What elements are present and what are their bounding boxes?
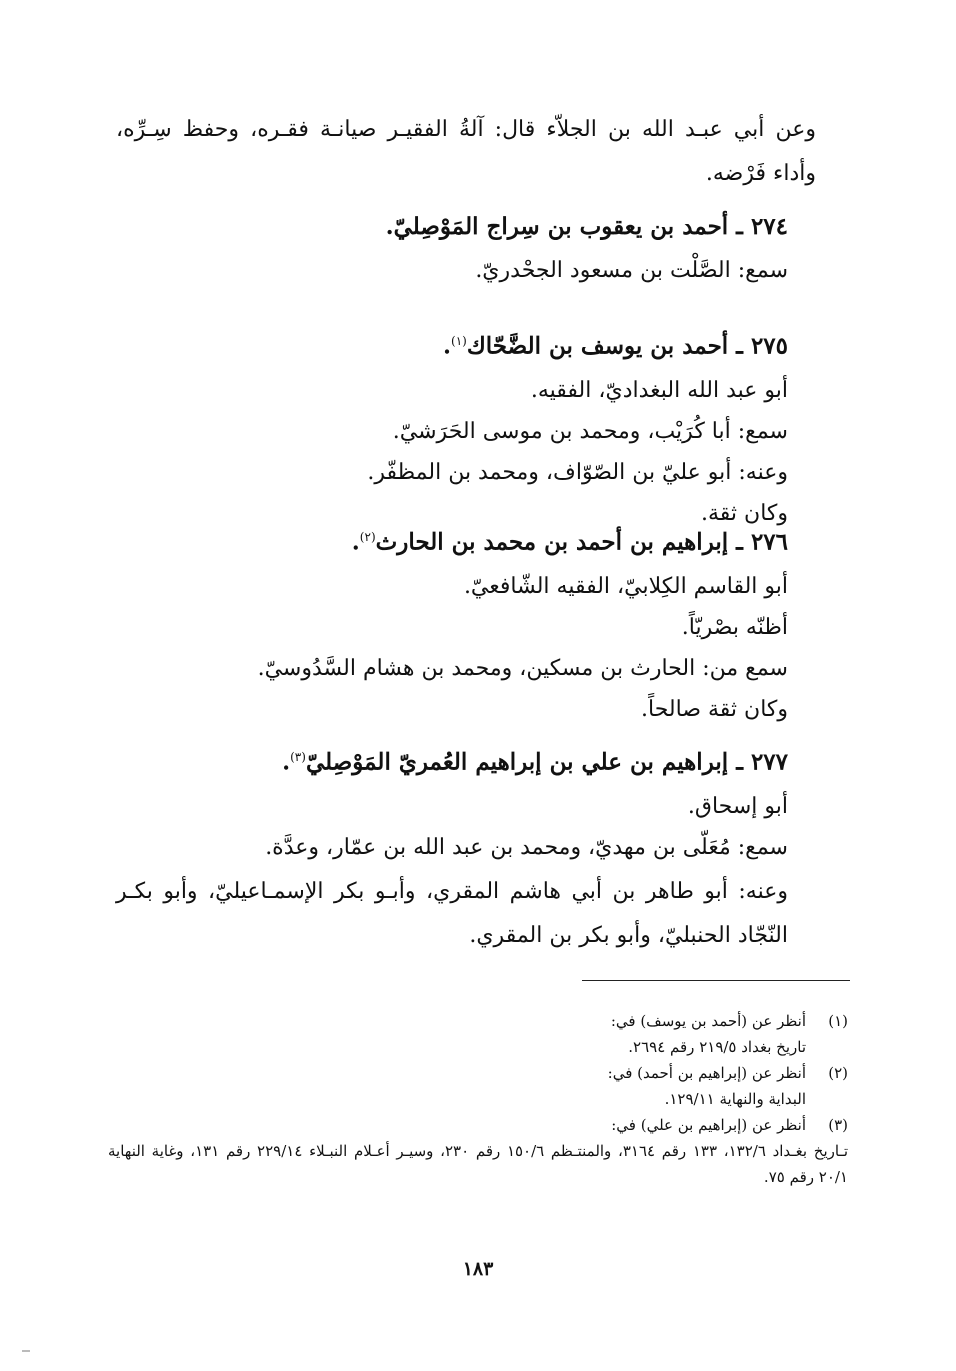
- footnote-text: أنظر عن (أحمد بن يوسف) في:: [610, 1012, 806, 1030]
- entry-line: سمع من: الحارث بن مسكين، ومحمد بن هشام السَّدُوسيّ.: [257, 655, 788, 681]
- footnote-2: [108, 1060, 848, 1112]
- entry-line: وعنه: أبو عليّ بن الصّوّاف، ومحمد بن المظفّر.: [367, 459, 788, 485]
- page-number: ١٨٣: [462, 1258, 494, 1280]
- entry-heading: [128, 734, 788, 786]
- entry-heading-text: ٢٧٧ ـ إبراهيم بن علي بن إبراهيم العُمريّ المَوْصِليّ: [305, 748, 788, 776]
- entry-line: وكان ثقة صالحاً.: [641, 696, 788, 722]
- entry-heading-tail: .: [351, 528, 360, 556]
- intro-paragraph: وعن أبي عبـد الله بن الجلاّء قال: آلةُ الفقيـر صيانـة فقـره، وحفظ سِـرِّه، وأداء فَرْضه.: [116, 117, 816, 186]
- entry-line: أبو إسحاق.: [687, 793, 788, 819]
- entry-line: أبو القاسم الكِلابيّ، الفقيه الشّافعيّ.: [463, 573, 788, 599]
- entry-line: سمع: أبا كُرَيْب، ومحمد بن موسى الحَرَشيّ.: [392, 418, 788, 444]
- entry-line: أبو عبد الله البغداديّ، الفقيه.: [530, 377, 788, 403]
- footnote-text: أنظر عن (إبراهيم بن أحمد) في:: [607, 1064, 806, 1082]
- entry-heading: [128, 514, 788, 566]
- scan-artifact: [22, 1350, 30, 1352]
- entry-277: [128, 734, 788, 868]
- footnote-divider: [582, 980, 850, 981]
- entry-276: [128, 514, 788, 730]
- entry-274: [128, 204, 788, 291]
- entry-line: سمع: الصَّلْت بن مسعود الجحْدريّ.: [475, 258, 788, 283]
- entry-heading-tail: .: [442, 332, 451, 360]
- footnote-reference: تاريخ بغداد ٢١٩/٥ رقم ٢٦٩٤.: [628, 1038, 806, 1056]
- footnote-marker: (٣): [290, 750, 306, 764]
- entry-heading-text: ٢٧٦ ـ إبراهيم بن أحمد بن محمد بن الحارث: [375, 528, 788, 556]
- footnote-1: [108, 1008, 848, 1060]
- footnotes: [108, 1008, 848, 1190]
- footnote-marker: (٢): [359, 530, 376, 544]
- entry-line: أظنّه بصْريّاً.: [681, 614, 788, 640]
- entry-277-students: وعنه: أبو طاهر بن أبي هاشم المقري، وأبـو بكر الإسمـاعيليّ، وأبو بكـر النّجّاد الحنبليّ، وأبو بكر بن المقري.: [116, 879, 788, 948]
- footnote-text: أنظر عن (إبراهيم بن علي) في:: [611, 1116, 806, 1134]
- footnote-3: [108, 1112, 848, 1190]
- entry-line: سمع: مُعَلّى بن مهديّ، ومحمد بن عبد الله بن عمّار، وعدَّة.: [265, 834, 788, 860]
- entry-heading-tail: .: [282, 748, 291, 776]
- footnote-marker: (١): [451, 334, 467, 348]
- footnote-number: (٢): [828, 1064, 848, 1082]
- footnote-reference: تـاريخ بغـداد ١٣٢/٦، ١٣٣ رقم ٣١٦٤، والمنتـظم ١٥٠/٦ رقم ٢٣٠، وسيـر أعـلام النبـلاء ٢٢٩/١٤ رقم ١٣١، وغاية النهاية ٢٠/١ رقم ٧٥.: [108, 1142, 849, 1186]
- entry-line: وكان ثقة.: [701, 500, 788, 526]
- entry-heading: ٢٧٤ ـ أحمد بن يعقوب بن سِراج المَوْصِليّ.: [385, 213, 788, 240]
- entry-heading-text: ٢٧٥ ـ أحمد بن يوسف بن الضَّحّاك: [466, 332, 788, 360]
- entry-heading: [128, 318, 788, 370]
- entry-275: [128, 318, 788, 534]
- footnote-reference: البداية والنهاية ١٢٩/١١.: [664, 1090, 806, 1108]
- footnote-number: (٣): [828, 1116, 848, 1134]
- footnote-number: (١): [828, 1012, 848, 1030]
